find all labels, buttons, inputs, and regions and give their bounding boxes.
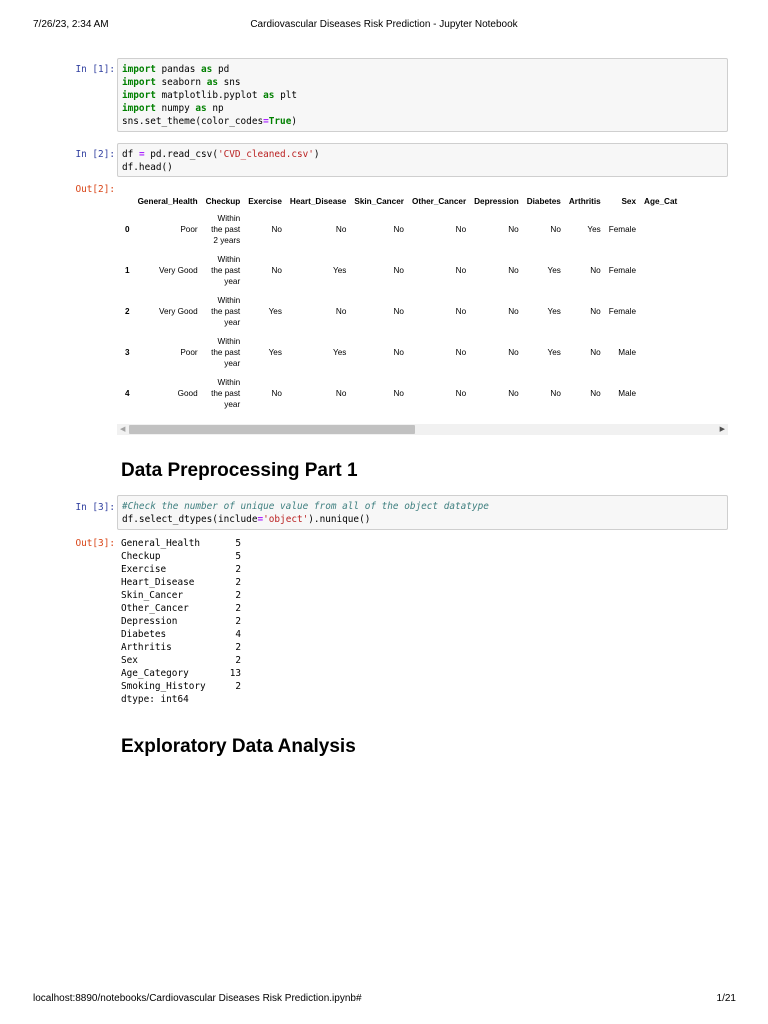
column-name: Arthritis — [121, 642, 172, 653]
unique-count: 5 — [235, 538, 241, 549]
cell-checkup — [202, 291, 245, 332]
cell-checkup — [202, 250, 245, 291]
checkup-line: the past — [211, 348, 241, 357]
checkup-line: the past — [211, 266, 241, 275]
cell-exercise: Yes — [268, 307, 282, 316]
column-name: Heart_Disease — [121, 577, 195, 588]
row-index: 1 — [125, 266, 130, 275]
column-header: Checkup — [205, 196, 241, 206]
cell-depression: No — [508, 307, 519, 316]
cell-depression: No — [508, 225, 519, 234]
checkup-line: the past — [211, 389, 241, 398]
dataframe-header-row — [121, 193, 681, 209]
cell-general-health: Very Good — [158, 266, 198, 275]
checkup-line: Within — [217, 296, 241, 305]
list-item — [121, 589, 241, 602]
cell-heart-disease: Yes — [333, 266, 347, 275]
cell-skin-cancer: No — [393, 348, 404, 357]
column-name: Exercise — [121, 564, 167, 575]
dataframe-table — [121, 193, 681, 414]
column-header: Arthritis — [568, 196, 601, 206]
list-item — [121, 602, 241, 615]
column-name: Skin_Cancer — [121, 590, 184, 601]
cell-other-cancer: No — [455, 389, 467, 398]
unique-count: 2 — [235, 590, 241, 601]
checkup-line: Within — [217, 214, 241, 223]
cell-skin-cancer: No — [393, 225, 404, 234]
checkup-line: the past — [211, 307, 241, 316]
row-index: 4 — [125, 389, 130, 398]
cell-diabetes: Yes — [547, 348, 561, 357]
heading-data-preprocessing: Data Preprocessing Part 1 — [121, 460, 358, 481]
cell-diabetes: No — [550, 225, 561, 234]
in-prompt-2: In [2]: — [75, 149, 115, 160]
row-index: 3 — [125, 348, 130, 357]
list-item — [121, 563, 241, 576]
cell-checkup — [202, 332, 245, 373]
cell-heart-disease: No — [335, 389, 347, 398]
triangle-right-icon[interactable]: ▶ — [719, 426, 725, 433]
row-index: 0 — [125, 225, 130, 234]
column-name: Smoking_History — [121, 681, 206, 692]
unique-count: 13 — [229, 668, 241, 679]
code-cell-1-source: import pandas as pd import seaborn as sns import matplotlib.pyplot as plt import numpy as np sns.set_theme(color_codes=True) — [122, 64, 297, 127]
cell-skin-cancer: No — [393, 307, 404, 316]
column-header: Heart_Disease — [289, 196, 347, 206]
cell-exercise: Yes — [268, 348, 282, 357]
cell-arthritis: No — [590, 307, 601, 316]
nunique-output — [121, 537, 241, 706]
cell-age-category — [640, 250, 681, 291]
cell-age-category — [640, 209, 681, 250]
column-header: Sex — [621, 196, 637, 206]
triangle-left-icon[interactable]: ◀ — [120, 426, 126, 433]
code-cell-2-source: df = pd.read_csv('CVD_cleaned.csv') df.head() — [122, 149, 320, 173]
cell-age-category — [640, 332, 681, 373]
cell-depression: No — [508, 348, 519, 357]
list-item — [121, 615, 241, 628]
column-header: Exercise — [248, 196, 282, 206]
cell-age-category — [640, 291, 681, 332]
scrollbar-thumb[interactable] — [129, 425, 415, 434]
cell-general-health: Very Good — [158, 307, 198, 316]
cell-other-cancer: No — [455, 307, 467, 316]
code-cell-3-source: #Check the number of unique value from all of the object datatype df.select_dtypes(include='object').nunique() — [122, 501, 489, 525]
cell-depression: No — [508, 266, 519, 275]
column-name: General_Health — [121, 538, 201, 549]
output-horizontal-scrollbar[interactable] — [117, 424, 728, 435]
cell-general-health: Poor — [180, 348, 198, 357]
print-datetime: 7/26/23, 2:34 AM — [33, 19, 109, 30]
checkup-line: 2 years — [213, 236, 241, 245]
checkup-line: year — [224, 318, 241, 327]
checkup-line: Within — [217, 255, 241, 264]
cell-other-cancer: No — [455, 348, 467, 357]
table-row — [121, 209, 681, 250]
out-prompt-2: Out[2]: — [75, 184, 115, 195]
unique-count: 2 — [235, 642, 241, 653]
list-item — [121, 667, 241, 680]
cell-depression: No — [508, 389, 519, 398]
dtype-line: dtype: int64 — [121, 694, 189, 705]
cell-exercise: No — [271, 389, 282, 398]
out-prompt-3: Out[3]: — [75, 538, 115, 549]
list-item — [121, 680, 241, 693]
list-item — [121, 550, 241, 563]
code-cell-3[interactable] — [117, 495, 728, 530]
cell-diabetes: Yes — [547, 307, 561, 316]
checkup-line: year — [224, 400, 241, 409]
unique-count: 2 — [235, 603, 241, 614]
cell-heart-disease: No — [335, 225, 347, 234]
print-url: localhost:8890/notebooks/Cardiovascular Diseases Risk Prediction.ipynb# — [33, 993, 362, 1004]
column-name: Other_Cancer — [121, 603, 189, 614]
print-header — [0, 19, 768, 33]
cell-skin-cancer: No — [393, 389, 404, 398]
print-footer — [0, 993, 768, 1007]
table-row — [121, 250, 681, 291]
unique-count: 5 — [235, 551, 241, 562]
cell-sex: Female — [608, 307, 637, 316]
table-row — [121, 332, 681, 373]
unique-count: 2 — [235, 564, 241, 575]
table-row — [121, 373, 681, 414]
cell-sex: Male — [618, 389, 637, 398]
cell-exercise: No — [271, 225, 282, 234]
cell-checkup — [202, 373, 245, 414]
cell-exercise: No — [271, 266, 282, 275]
column-name: Diabetes — [121, 629, 167, 640]
column-header: Other_Cancer — [411, 196, 467, 206]
cell-age-category — [640, 373, 681, 414]
unique-count: 4 — [235, 629, 241, 640]
list-item — [121, 537, 241, 550]
unique-count: 2 — [235, 655, 241, 666]
unique-count: 2 — [235, 681, 241, 692]
cell-checkup — [202, 209, 245, 250]
checkup-line: the past — [211, 225, 241, 234]
column-header: Diabetes — [526, 196, 561, 206]
cell-heart-disease: No — [335, 307, 347, 316]
column-header: Age_Cat — [644, 196, 678, 206]
cell-arthritis: Yes — [587, 225, 601, 234]
cell-sex: Male — [618, 348, 637, 357]
cell-heart-disease: Yes — [333, 348, 347, 357]
row-index: 2 — [125, 307, 130, 316]
cell-diabetes: No — [550, 389, 561, 398]
list-item — [121, 654, 241, 667]
table-row — [121, 291, 681, 332]
cell-skin-cancer: No — [393, 266, 404, 275]
column-header: Depression — [474, 196, 519, 206]
in-prompt-1: In [1]: — [75, 64, 115, 75]
column-name: Age_Category — [121, 668, 189, 679]
list-item — [121, 628, 241, 641]
cell-other-cancer: No — [455, 225, 467, 234]
cell-general-health: Poor — [180, 225, 198, 234]
checkup-line: Within — [217, 337, 241, 346]
checkup-line: Within — [217, 378, 241, 387]
cell-general-health: Good — [177, 389, 198, 398]
list-item — [121, 576, 241, 589]
cell-other-cancer: No — [455, 266, 467, 275]
cell-diabetes: Yes — [547, 266, 561, 275]
list-item — [121, 641, 241, 654]
unique-count: 2 — [235, 577, 241, 588]
column-header — [121, 193, 134, 209]
column-name: Checkup — [121, 551, 161, 562]
print-title: Cardiovascular Diseases Risk Prediction - Jupyter Notebook — [250, 19, 518, 30]
cell-arthritis: No — [590, 348, 601, 357]
page-number: 1/21 — [716, 993, 736, 1004]
checkup-line: year — [224, 277, 241, 286]
cell-sex: Female — [608, 225, 637, 234]
in-prompt-3: In [3]: — [75, 502, 115, 513]
code-cell-2[interactable] — [117, 143, 728, 177]
unique-count: 2 — [235, 616, 241, 627]
heading-exploratory-data-analysis: Exploratory Data Analysis — [121, 736, 356, 757]
column-name: Depression — [121, 616, 178, 627]
column-header: General_Health — [137, 196, 198, 206]
cell-arthritis: No — [590, 389, 601, 398]
code-cell-1[interactable] — [117, 58, 728, 132]
cell-arthritis: No — [590, 266, 601, 275]
column-name: Sex — [121, 655, 138, 666]
column-header: Skin_Cancer — [354, 196, 404, 206]
cell-sex: Female — [608, 266, 637, 275]
checkup-line: year — [224, 359, 241, 368]
